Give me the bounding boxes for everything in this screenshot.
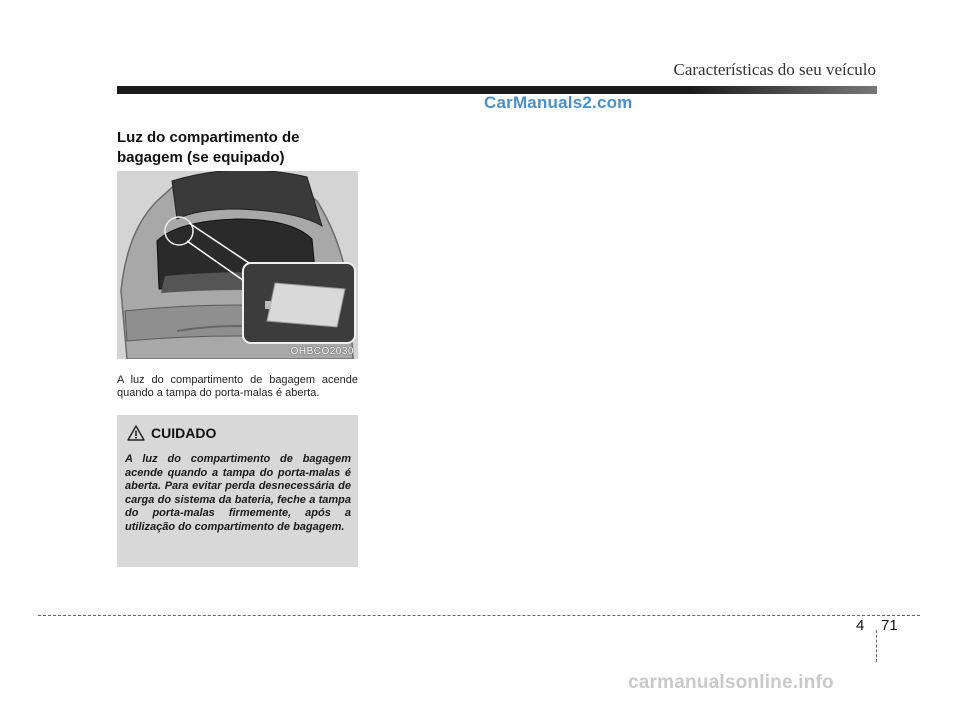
watermark-bottom[interactable]: carmanualsonline.info (628, 672, 834, 693)
section-title: Luz do compartimento de bagagem (se equipado) (117, 129, 300, 166)
footer-dashed-rule (38, 615, 920, 616)
warning-triangle-icon (127, 425, 145, 441)
body-text: A luz do compartimento de bagagem acende quando a tampa do porta-malas é aberta. (117, 374, 358, 399)
caution-title: CUIDADO (151, 425, 217, 441)
page-chapter: 4 (856, 617, 865, 634)
header-title: Características do seu veículo (673, 60, 876, 79)
page-number: 71 (881, 617, 898, 634)
caution-box (117, 415, 358, 567)
trunk-drawing (117, 171, 358, 359)
footer-dashed-divider (876, 630, 877, 662)
watermark-top[interactable]: CarManuals2.com (484, 93, 633, 112)
caution-text: A luz do compartimento de bagagem acende quando a tampa do porta-malas é aberta. Para evitar perda desnecessária de carga do sistema da bateria, feche a tampa do porta-malas firmemente, após a utilização do compartimento de bagagem. (125, 453, 351, 533)
trunk-illustration (117, 171, 358, 359)
caution-header (127, 425, 216, 441)
figure-code: OHBCO2030 (290, 346, 354, 357)
